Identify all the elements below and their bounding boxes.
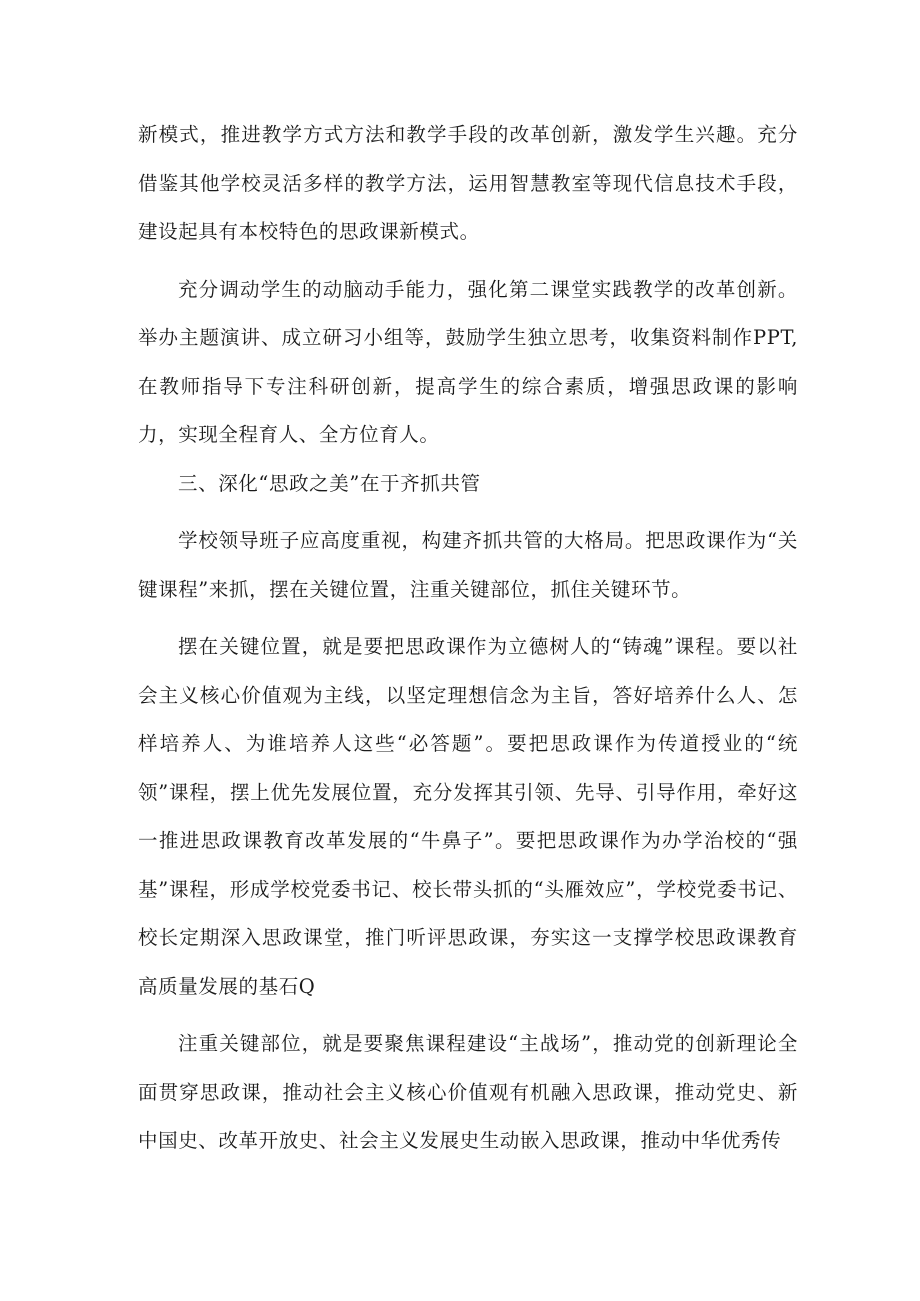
paragraph-key-area: 注重关键部位，就是要聚焦课程建设“主战场”，推动党的创新理论全面贯穿思政课，推动社会主义核心价值观有机融入思政课，推动党史、新中国史、改革开放史、社会主义发展史生动嵌入思政课，推动中华优秀传 — [138, 1032, 798, 1152]
document-body — [138, 111, 798, 1166]
paragraph-continuation: 新模式，推进教学方式方法和教学手段的改革创新，激发学生兴趣。充分借鉴其他学校灵活多样的教学方法，运用智慧教室等现代信息技术手段，建设起具有本校特色的思政课新模式。 — [138, 123, 798, 243]
paragraph-leadership: 学校领导班子应高度重视，构建齐抓共管的大格局。把思政课作为“关键课程”来抓，摆在关键位置，注重关键部位，抓住关键环节。 — [138, 529, 798, 601]
section-heading-3: 三、深化“思政之美”在于齐抓共管 — [178, 471, 481, 495]
paragraph-practice-teaching: 充分调动学生的动脑动手能力，强化第二课堂实践教学的改革创新。举办主题演讲、成立研习小组等，鼓励学生独立思考，收集资料制作PPT,在教师指导下专注科研创新，提高学生的综合素质，增强思政课的影响力，实现全程育人、全方位育人。 — [138, 277, 798, 446]
paragraph-key-position: 摆在关键位置，就是要把思政课作为立德树人的“铸魂”课程。要以社会主义核心价值观为主线，以坚定理想信念为主旨，答好培养什么人、怎样培养人、为谁培养人这些“必答题”。要把思政课作为传道授业的“统领”课程，摆上优先发展位置，充分发挥其引领、先导、引导作用，牵好这一推进思政课教育改革发展的“牛鼻子”。要把思政课作为办学治校的“强基”课程，形成学校党委书记、校长带头抓的“头雁效应”，学校党委书记、校长定期深入思政课堂，推门听评思政课，夯实这一支撑学校思政课教育高质量发展的基石Q — [138, 635, 798, 998]
